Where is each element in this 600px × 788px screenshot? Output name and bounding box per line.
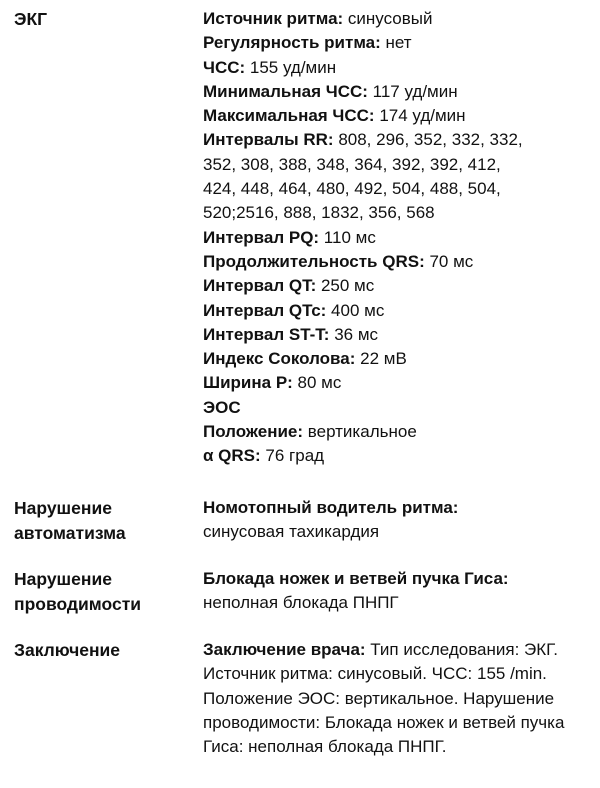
rr-value-line-2: 352, 308, 388, 348, 364, 392, 392, 412, (203, 154, 501, 174)
conduction-label-line-1: Нарушение (14, 569, 112, 589)
automatism-value: синусовая тахикардия (203, 522, 380, 542)
rhythm-source-value: синусовый (343, 9, 433, 28)
hr-value: 155 уд/мин (245, 57, 337, 77)
conclusion-content (203, 638, 588, 759)
conduction-value: неполная блокада ПНПГ (203, 593, 399, 613)
qrs-duration-key: Продолжительность QRS: (203, 251, 425, 271)
alpha-qrs-row (203, 444, 588, 468)
conduction-content (203, 567, 588, 616)
conclusion-key: Заключение врача: (203, 640, 366, 659)
pq-row (203, 226, 588, 250)
st-t-key: Интервал ST-T: (203, 324, 330, 344)
p-width-value: 80 мс (292, 373, 342, 393)
conclusion-text: Тип исследования: ЭКГ. Источник ритма: синусовый. ЧСС: 155 /min. Положение ЭОС: вертикальное. Нарушение проводимости: Блокада ножек и ветвей пучка Гиса: неполная блокада ПНПГ. (203, 640, 565, 757)
qtc-key: Интервал QTc: (203, 300, 327, 320)
rr-value-line-4: 520;2516, 888, 1832, 356, 568 (203, 203, 435, 223)
position-key: Положение: (203, 422, 304, 442)
max-hr-row (203, 104, 588, 128)
automatism-label (14, 496, 194, 545)
qtc-value: 400 мс (326, 300, 385, 320)
st-t-value: 36 мс (329, 324, 379, 344)
conduction-label (14, 567, 194, 616)
qt-value: 250 мс (316, 276, 375, 296)
eos-heading-row (203, 396, 588, 420)
st-t-row (203, 323, 588, 347)
hr-row (203, 56, 588, 80)
conclusion-label: Заключение (14, 640, 121, 660)
hr-key: ЧСС: (203, 57, 246, 77)
qrs-duration-row (203, 250, 588, 274)
pq-key: Интервал PQ: (203, 227, 320, 247)
rr-row (203, 128, 588, 152)
rr-value-line-1: 808, 296, 352, 332, 332, (333, 130, 523, 150)
automatism-label-line-2: автоматизма (14, 522, 126, 543)
position-row (203, 420, 588, 444)
min-hr-value: 117 уд/мин (367, 81, 458, 101)
conduction-key: Блокада ножек и ветвей пучка Гиса: (203, 569, 509, 588)
automatism-content (203, 496, 588, 545)
min-hr-key: Минимальная ЧСС: (203, 81, 368, 101)
rhythm-source-row (203, 7, 588, 31)
p-width-row (203, 371, 588, 395)
conduction-label-line-2: проводимости (14, 593, 142, 614)
qtc-row (203, 299, 588, 323)
sokolow-key: Индекс Соколова: (203, 349, 356, 369)
pq-value: 110 мс (319, 227, 376, 247)
ecg-label: ЭКГ (14, 9, 48, 29)
rhythm-regularity-value: нет (380, 33, 412, 53)
ecg-parameters (203, 7, 588, 469)
rr-key: Интервалы RR: (203, 130, 334, 150)
rhythm-regularity-row (203, 31, 588, 55)
rhythm-source-key: Источник ритма: (203, 9, 344, 28)
qrs-duration-value: 70 мс (424, 251, 474, 271)
sokolow-value: 22 мВ (355, 349, 407, 369)
qt-key: Интервал QT: (203, 276, 317, 296)
position-value: вертикальное (303, 422, 417, 442)
max-hr-key: Максимальная ЧСС: (203, 106, 375, 126)
eos-heading: ЭОС (203, 397, 241, 417)
automatism-key: Номотопный водитель ритма: (203, 498, 459, 517)
automatism-label-line-1: Нарушение (14, 498, 112, 518)
p-width-key: Ширина P: (203, 373, 293, 393)
alpha-qrs-value: 76 град (260, 446, 325, 466)
min-hr-row (203, 80, 588, 104)
alpha-qrs-key: α QRS: (203, 446, 261, 466)
qt-row (203, 274, 588, 298)
rr-value-line-3: 424, 448, 464, 480, 492, 504, 488, 504, (203, 179, 501, 199)
rhythm-regularity-key: Регулярность ритма: (203, 33, 381, 53)
max-hr-value: 174 уд/мин (374, 106, 466, 126)
sokolow-row (203, 347, 588, 371)
